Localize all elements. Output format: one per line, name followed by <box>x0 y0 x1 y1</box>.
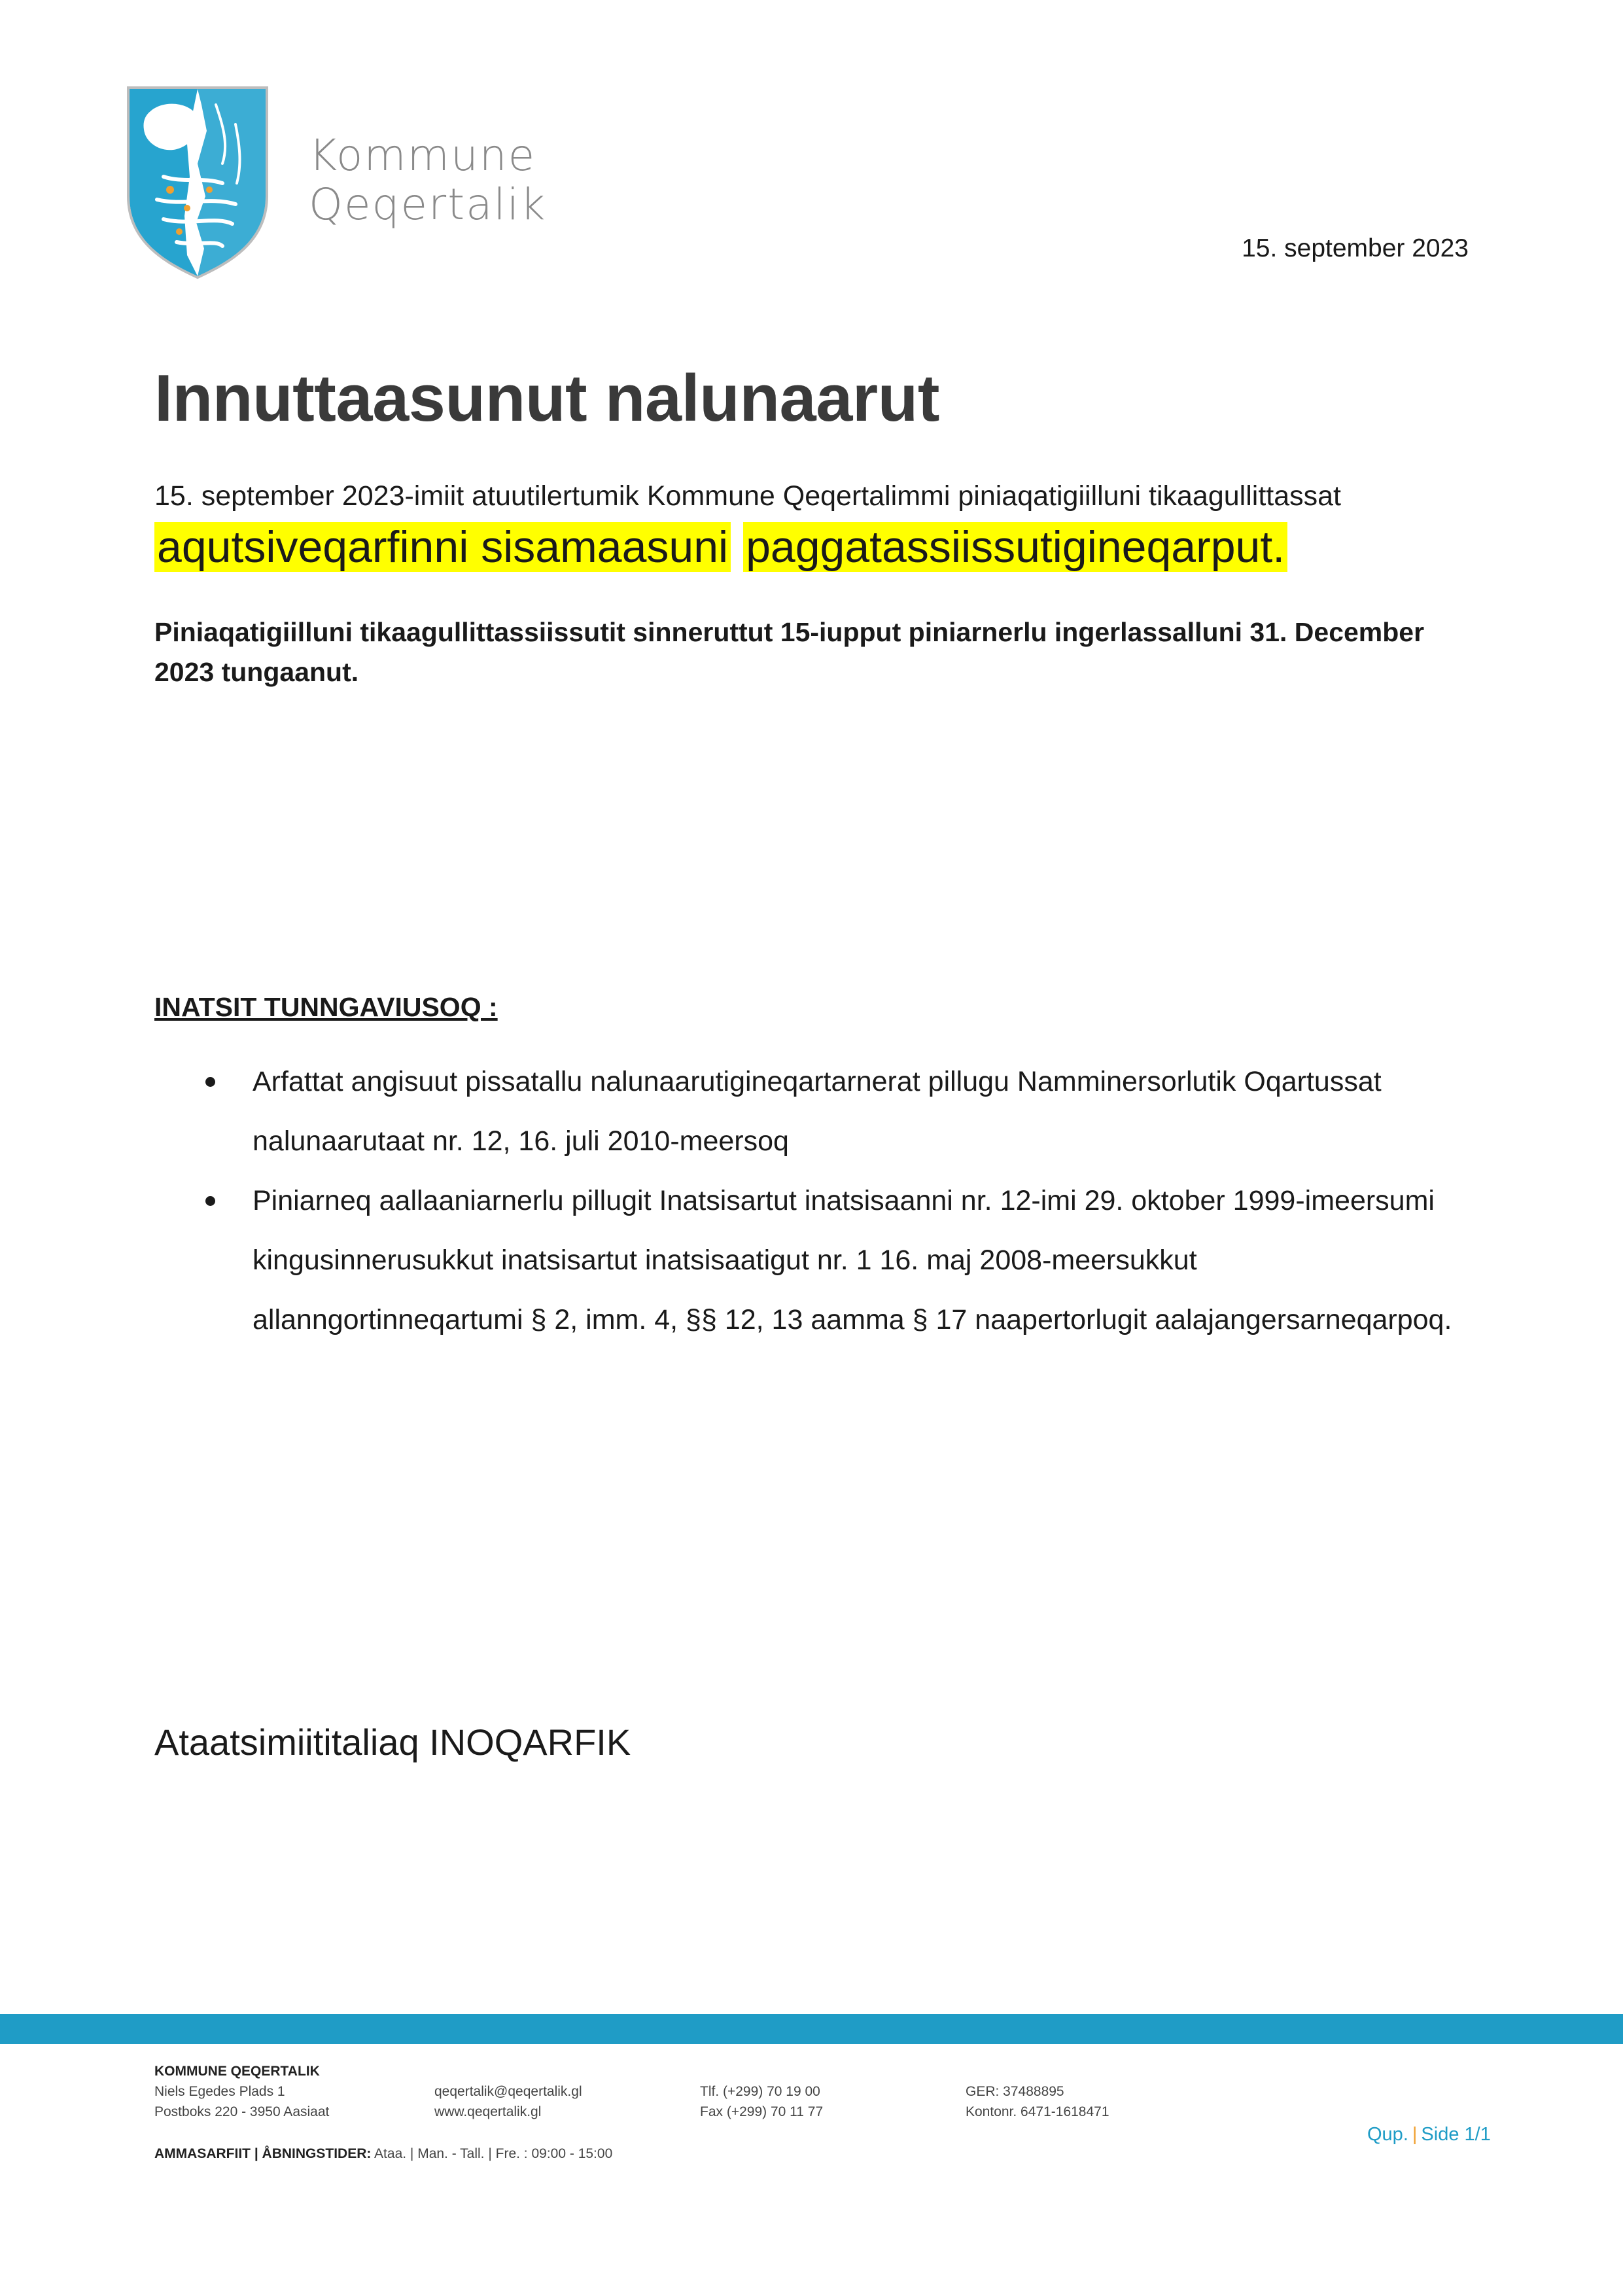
page-number-value: 1/1 <box>1464 2124 1491 2145</box>
highlighted-statement <box>154 521 1287 574</box>
page-label: Qup. <box>1367 2124 1408 2145</box>
intro-text: 15. september 2023-imiit atuutilertumik Kommune Qeqertalimmi piniaqatigiilluni tikaagullittassat <box>154 480 1341 512</box>
page-number <box>1367 2124 1491 2146</box>
signature-committee: Ataatsimiititaliaq INOQARFIK <box>154 1722 631 1763</box>
legal-basis-heading: INATSIT TUNNGAVIUSOQ : <box>154 992 498 1022</box>
logo-wordmark-line1: Kommune <box>309 130 536 181</box>
footer-address-line2: Postboks 220 - 3950 Aasiaat <box>154 2104 330 2119</box>
page-separator: | <box>1412 2124 1418 2145</box>
legal-item-text: Piniarneq aallaaniarnerlu pillugit Inatsisartut inatsisaanni nr. 12-imi 29. oktober 1999-imeersumi kingusinnerusukkut inatsisartut inatsisaatigut nr. 1 16. maj 2008-meersukkut allanngortinneqartumi § 2, imm. 4, §§ 12, 13 aamma § 17 naapertorlugit aalajangersarneqarpoq. <box>253 1185 1452 1335</box>
footer-address-line1: Niels Egedes Plads 1 <box>154 2084 285 2099</box>
deadline-notice: Piniaqatigiilluni tikaagullittassiissutit sinneruttut 15-iupput piniarnerlu ingerlassalluni 31. December 2023 tungaanut. <box>154 617 1425 687</box>
logo-wordmark-line2: Qeqertalik <box>309 179 547 230</box>
list-item <box>154 1052 1469 1171</box>
bullet-icon <box>205 1196 215 1206</box>
footer-bar <box>0 2014 1623 2044</box>
footer-account-number: Kontonr. 6471-1618471 <box>966 2104 1109 2119</box>
highlight-part-1: aqutsiveqarfinni sisamaasuni <box>154 522 731 572</box>
footer-fax: Fax (+299) 70 11 77 <box>700 2104 824 2119</box>
footer-org-name: KOMMUNE QEQERTALIK <box>154 2064 320 2079</box>
footer-ger-number: GER: 37488895 <box>966 2084 1064 2099</box>
page-side-label: Side <box>1421 2124 1459 2145</box>
highlight-part-2: paggatassiissutigineqarput. <box>743 522 1287 572</box>
footer-email-link[interactable]: qeqertalik@qeqertalik.gl <box>434 2084 582 2099</box>
page-title: Innuttaasunut nalunaarut <box>154 362 939 435</box>
footer-opening-hours <box>154 2144 612 2164</box>
legal-item-text: Arfattat angisuut pissatallu nalunaarutigineqartarnerat pillugu Namminersorlutik Oqartussat nalunaarutaat nr. 12, 16. juli 2010-meersoq <box>253 1066 1382 1157</box>
document-date: 15. september 2023 <box>1242 234 1469 262</box>
kommune-logo-icon <box>124 85 271 280</box>
footer-website-link[interactable]: www.qeqertalik.gl <box>434 2104 542 2119</box>
legal-basis-list <box>154 1052 1469 1350</box>
list-item <box>154 1171 1469 1350</box>
footer-hours-value: Ataa. | Man. - Tall. | Fre. : 09:00 - 15:00 <box>374 2146 613 2161</box>
footer-phone: Tlf. (+299) 70 19 00 <box>700 2084 820 2099</box>
footer-hours-label: AMMASARFIIT | ÅBNINGSTIDER: <box>154 2146 372 2161</box>
bullet-icon <box>205 1077 215 1087</box>
